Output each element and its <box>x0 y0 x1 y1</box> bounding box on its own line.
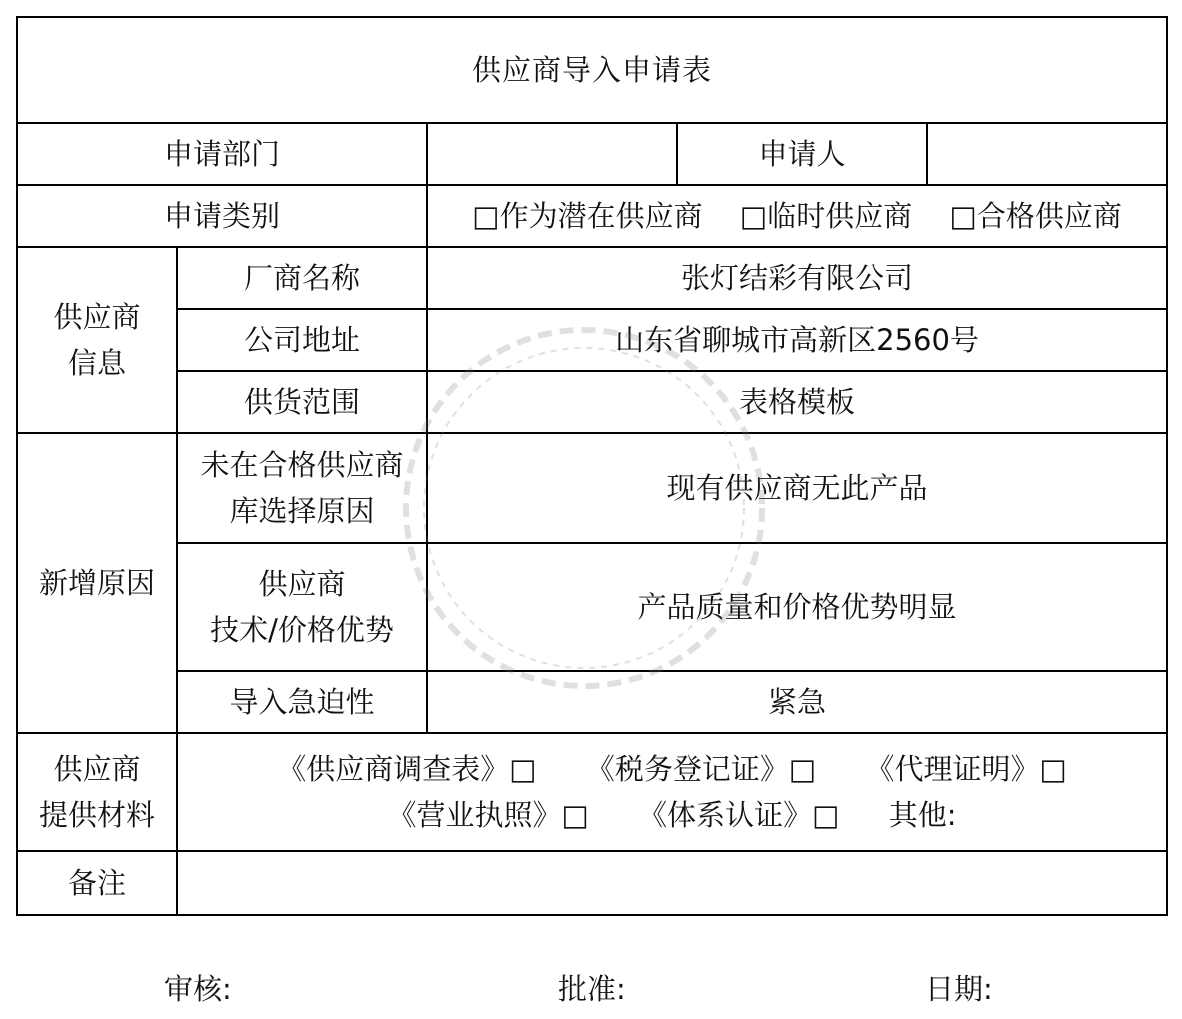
advantage-label <box>177 543 427 671</box>
materials-label-line2: 提供材料 <box>38 798 155 832</box>
company-address-label: 公司地址 <box>177 309 427 371</box>
date-label: 日期: <box>925 972 993 1006</box>
materials-line-2 <box>178 792 1166 838</box>
applicant-label: 申请人 <box>677 123 927 185</box>
material-agency-proof[interactable]: 《代理证明》□ <box>865 752 1067 786</box>
category-label: 申请类别 <box>17 185 427 247</box>
remarks-label: 备注 <box>17 851 177 915</box>
materials-label <box>17 733 177 851</box>
review-label: 审核: <box>164 972 232 1006</box>
urgency-label: 导入急迫性 <box>177 671 427 733</box>
supplier-info-group-label <box>17 247 177 433</box>
supplier-info-label-line1: 供应商 <box>53 300 141 334</box>
urgency-value[interactable]: 紧急 <box>427 671 1167 733</box>
category-option-qualified[interactable]: □合格供应商 <box>949 199 1122 233</box>
applicant-field[interactable] <box>927 123 1167 185</box>
material-business-license[interactable]: 《营业执照》□ <box>387 798 589 832</box>
supply-scope-label: 供货范围 <box>177 371 427 433</box>
not-selected-reason-label <box>177 433 427 543</box>
materials-line-1 <box>178 746 1166 792</box>
category-option-temporary[interactable]: □临时供应商 <box>739 199 913 233</box>
not-selected-reason-label-line2: 库选择原因 <box>229 494 375 528</box>
category-options <box>427 185 1167 247</box>
new-reason-group-label: 新增原因 <box>17 433 177 733</box>
remarks-field[interactable] <box>177 851 1167 915</box>
approval-footer <box>0 966 1182 1012</box>
material-system-certification[interactable]: 《体系认证》□ <box>638 798 840 832</box>
materials-options <box>177 733 1167 851</box>
supplier-info-label-line2: 信息 <box>67 346 126 380</box>
vendor-name-value[interactable]: 张灯结彩有限公司 <box>427 247 1167 309</box>
category-option-potential[interactable]: □作为潜在供应商 <box>472 199 703 233</box>
material-tax-certificate[interactable]: 《税务登记证》□ <box>585 752 817 786</box>
application-form-table <box>16 16 1168 916</box>
company-address-value[interactable]: 山东省聊城市高新区2560号 <box>427 309 1167 371</box>
material-other[interactable]: 其他: <box>888 798 957 832</box>
form-title: 供应商导入申请表 <box>17 17 1167 123</box>
department-field[interactable] <box>427 123 677 185</box>
supply-scope-value[interactable]: 表格模板 <box>427 371 1167 433</box>
material-survey-form[interactable]: 《供应商调查表》□ <box>277 752 537 786</box>
not-selected-reason-value[interactable]: 现有供应商无此产品 <box>427 433 1167 543</box>
advantage-label-line2: 技术/价格优势 <box>210 613 394 647</box>
vendor-name-label: 厂商名称 <box>177 247 427 309</box>
advantage-label-line1: 供应商 <box>258 567 346 601</box>
advantage-value[interactable]: 产品质量和价格优势明显 <box>427 543 1167 671</box>
approve-label: 批准: <box>558 972 626 1006</box>
materials-label-line1: 供应商 <box>53 752 141 786</box>
not-selected-reason-label-line1: 未在合格供应商 <box>200 448 404 482</box>
department-label: 申请部门 <box>17 123 427 185</box>
